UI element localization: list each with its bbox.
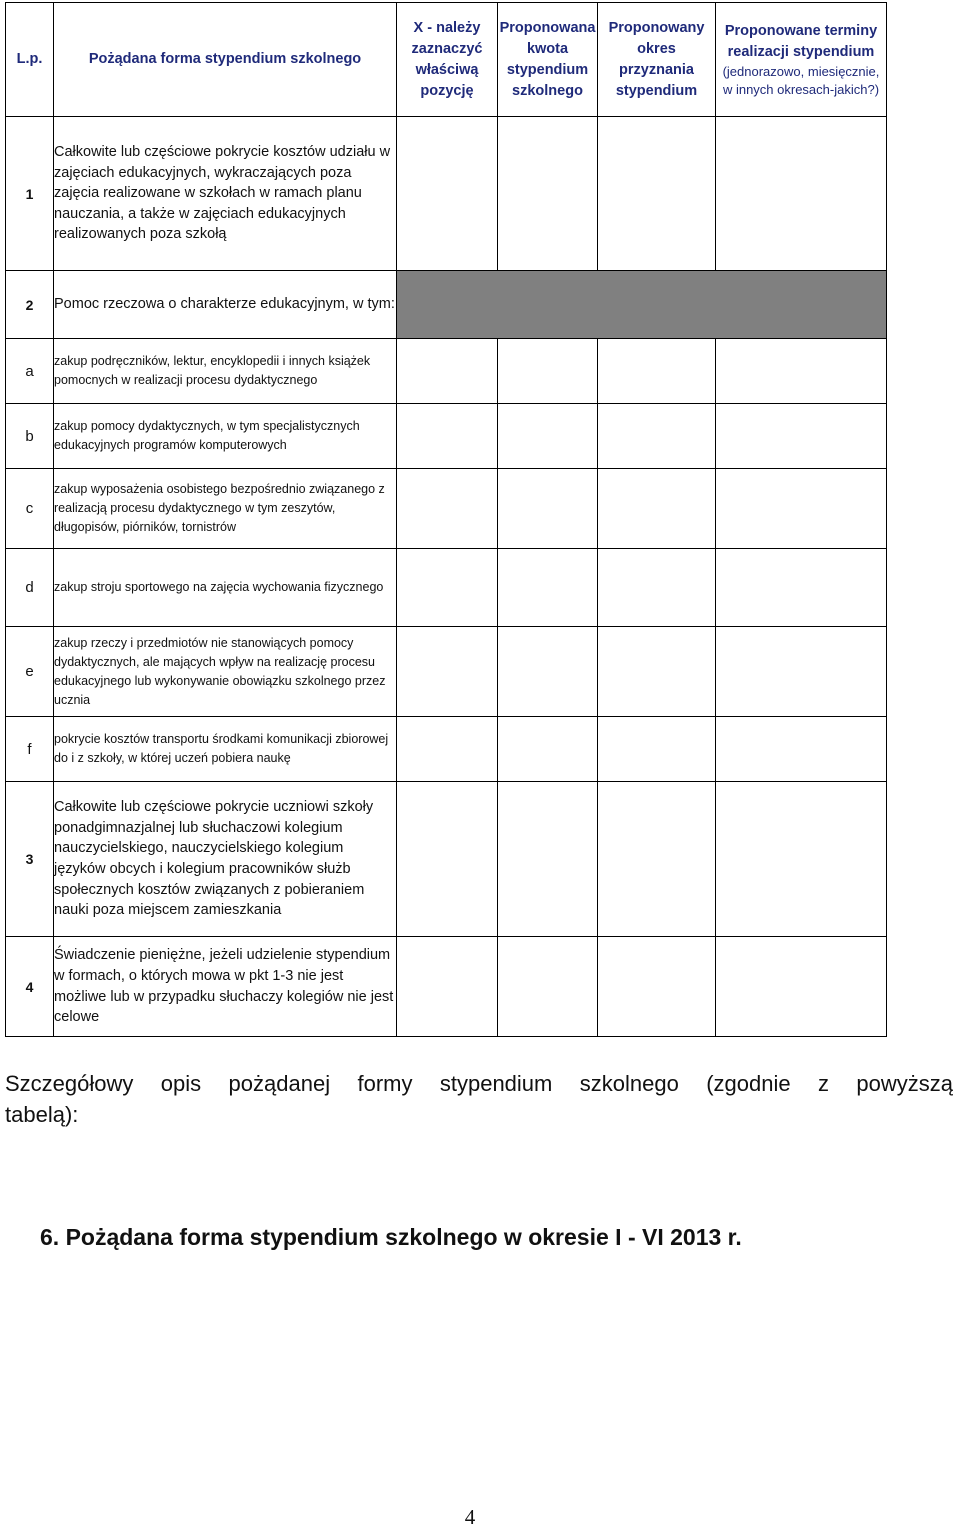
header-amount-line: Proponowana [499,19,596,36]
header-form: Pożądana forma stypendium szkolnego [54,3,397,117]
header-lp: L.p. [6,3,54,117]
amount-cell[interactable] [498,717,598,782]
table-row [6,937,887,1037]
header-period-line: stypendium [615,82,698,99]
row-description: Całkowite lub częściowe pokrycie kosztów udziału w zajęciach edukacyjnych, wykraczających poza zajęcia realizowane w szkołach w ramach planu nauczania, a także w zajęciach edukacyjnych realizowanych poza szkołą [54,117,397,271]
header-amount-line: stypendium [506,61,589,78]
mark-cell[interactable] [397,937,498,1037]
mark-cell[interactable] [397,717,498,782]
row-description: zakup stroju sportowego na zajęcia wychowania fizycznego [54,549,397,627]
mark-cell[interactable] [397,549,498,627]
amount-cell[interactable] [498,627,598,717]
period-cell[interactable] [598,404,716,469]
table-row [6,117,887,271]
row-description: Świadczenie pieniężne, jeżeli udzielenie stypendium w formach, o których mowa w pkt 1-3 nie jest możliwe lub w przypadku słuchaczy kolegiów nie jest celowe [54,937,397,1037]
row-number: 4 [6,937,54,1037]
table-row [6,271,887,339]
header-terms-subline: w innych okresach-jakich?) [722,81,880,97]
row-description: zakup podręczników, lektur, encyklopedii i innych książek pomocnych w realizacji procesu dydaktycznego [54,339,397,404]
terms-cell[interactable] [716,549,887,627]
row-description: Całkowite lub częściowe pokrycie uczniowi szkoły ponadgimnazjalnej lub słuchaczowi kolegium nauczycielskiego, nauczycielskiego kolegium języków obcych i kolegium pracowników służb społecznych kosztów związanych z pobieraniem nauki poza miejscem zamieszkania [54,782,397,937]
terms-cell[interactable] [716,117,887,271]
header-terms-line: realizacji stypendium [727,43,875,60]
mark-cell[interactable] [397,404,498,469]
header-amount [498,3,598,117]
table-row [6,549,887,627]
terms-cell[interactable] [716,627,887,717]
header-mark-line: X - należy [413,19,481,36]
page-number: 4 [464,1505,476,1529]
row-description: zakup pomocy dydaktycznych, w tym specjalistycznych edukacyjnych programów komputerowych [54,404,397,469]
mark-cell[interactable] [397,117,498,271]
period-cell[interactable] [598,782,716,937]
header-mark-line: właściwą [415,61,479,78]
row-number: 1 [6,117,54,271]
amount-cell[interactable] [498,937,598,1037]
header-period [598,3,716,117]
description-paragraph-line: Szczegółowy opis pożądanej formy stypendium szkolnego (zgodnie z powyższą [5,1071,953,1096]
terms-cell[interactable] [716,717,887,782]
amount-cell[interactable] [498,339,598,404]
table-row [6,627,887,717]
table-header-row [6,3,887,117]
header-terms-line: Proponowane terminy [724,22,878,39]
header-period-line: przyznania [619,61,694,78]
row-number: e [6,627,54,717]
mark-cell[interactable] [397,782,498,937]
row-number: d [6,549,54,627]
amount-cell[interactable] [498,469,598,549]
period-cell[interactable] [598,627,716,717]
period-cell[interactable] [598,717,716,782]
amount-cell[interactable] [498,117,598,271]
header-amount-line: szkolnego [512,82,583,99]
terms-cell[interactable] [716,404,887,469]
description-paragraph-line: tabelą): [5,1102,79,1127]
period-cell[interactable] [598,937,716,1037]
period-cell[interactable] [598,117,716,271]
header-mark-line: zaznaczyć [411,40,483,57]
mark-cell[interactable] [397,627,498,717]
row-description: pokrycie kosztów transportu środkami komunikacji zbiorowej do i z szkoły, w której uczeń pobiera naukę [54,717,397,782]
row-description: zakup rzeczy i przedmiotów nie stanowiących pomocy dydaktycznych, ale mających wpływ na realizację procesu edukacyjnego lub wykonywanie obowiązku szkolnego przez ucznia [54,627,397,717]
row-description: Pomoc rzeczowa o charakterze edukacyjnym, w tym: [54,271,397,339]
amount-cell[interactable] [498,549,598,627]
header-amount-line: kwota [526,40,569,57]
row-number: 2 [6,271,54,339]
header-mark-line: pozycję [420,82,474,99]
row-description: zakup wyposażenia osobistego bezpośrednio związanego z realizacją procesu dydaktycznego w tym zeszytów, długopisów, piórników, tornistrów [54,469,397,549]
amount-cell[interactable] [498,404,598,469]
period-cell[interactable] [598,549,716,627]
table-row [6,404,887,469]
mark-cell[interactable] [397,339,498,404]
scholarship-form-table [5,2,887,1037]
table-row [6,782,887,937]
terms-cell[interactable] [716,339,887,404]
row-number: f [6,717,54,782]
amount-cell[interactable] [498,782,598,937]
header-terms-subline: (jednorazowo, miesięcznie, [722,63,880,79]
header-mark [397,3,498,117]
header-terms [716,3,887,117]
period-cell[interactable] [598,469,716,549]
header-period-line: Proponowany okres [608,19,705,57]
terms-cell[interactable] [716,937,887,1037]
disabled-cell [397,271,887,339]
section-heading: 6. Pożądana forma stypendium szkolnego w okresie I - VI 2013 r. [40,1224,742,1250]
table-row [6,717,887,782]
table-row [6,339,887,404]
table-row [6,469,887,549]
terms-cell[interactable] [716,782,887,937]
row-number: a [6,339,54,404]
mark-cell[interactable] [397,469,498,549]
terms-cell[interactable] [716,469,887,549]
row-number: c [6,469,54,549]
period-cell[interactable] [598,339,716,404]
row-number: 3 [6,782,54,937]
row-number: b [6,404,54,469]
